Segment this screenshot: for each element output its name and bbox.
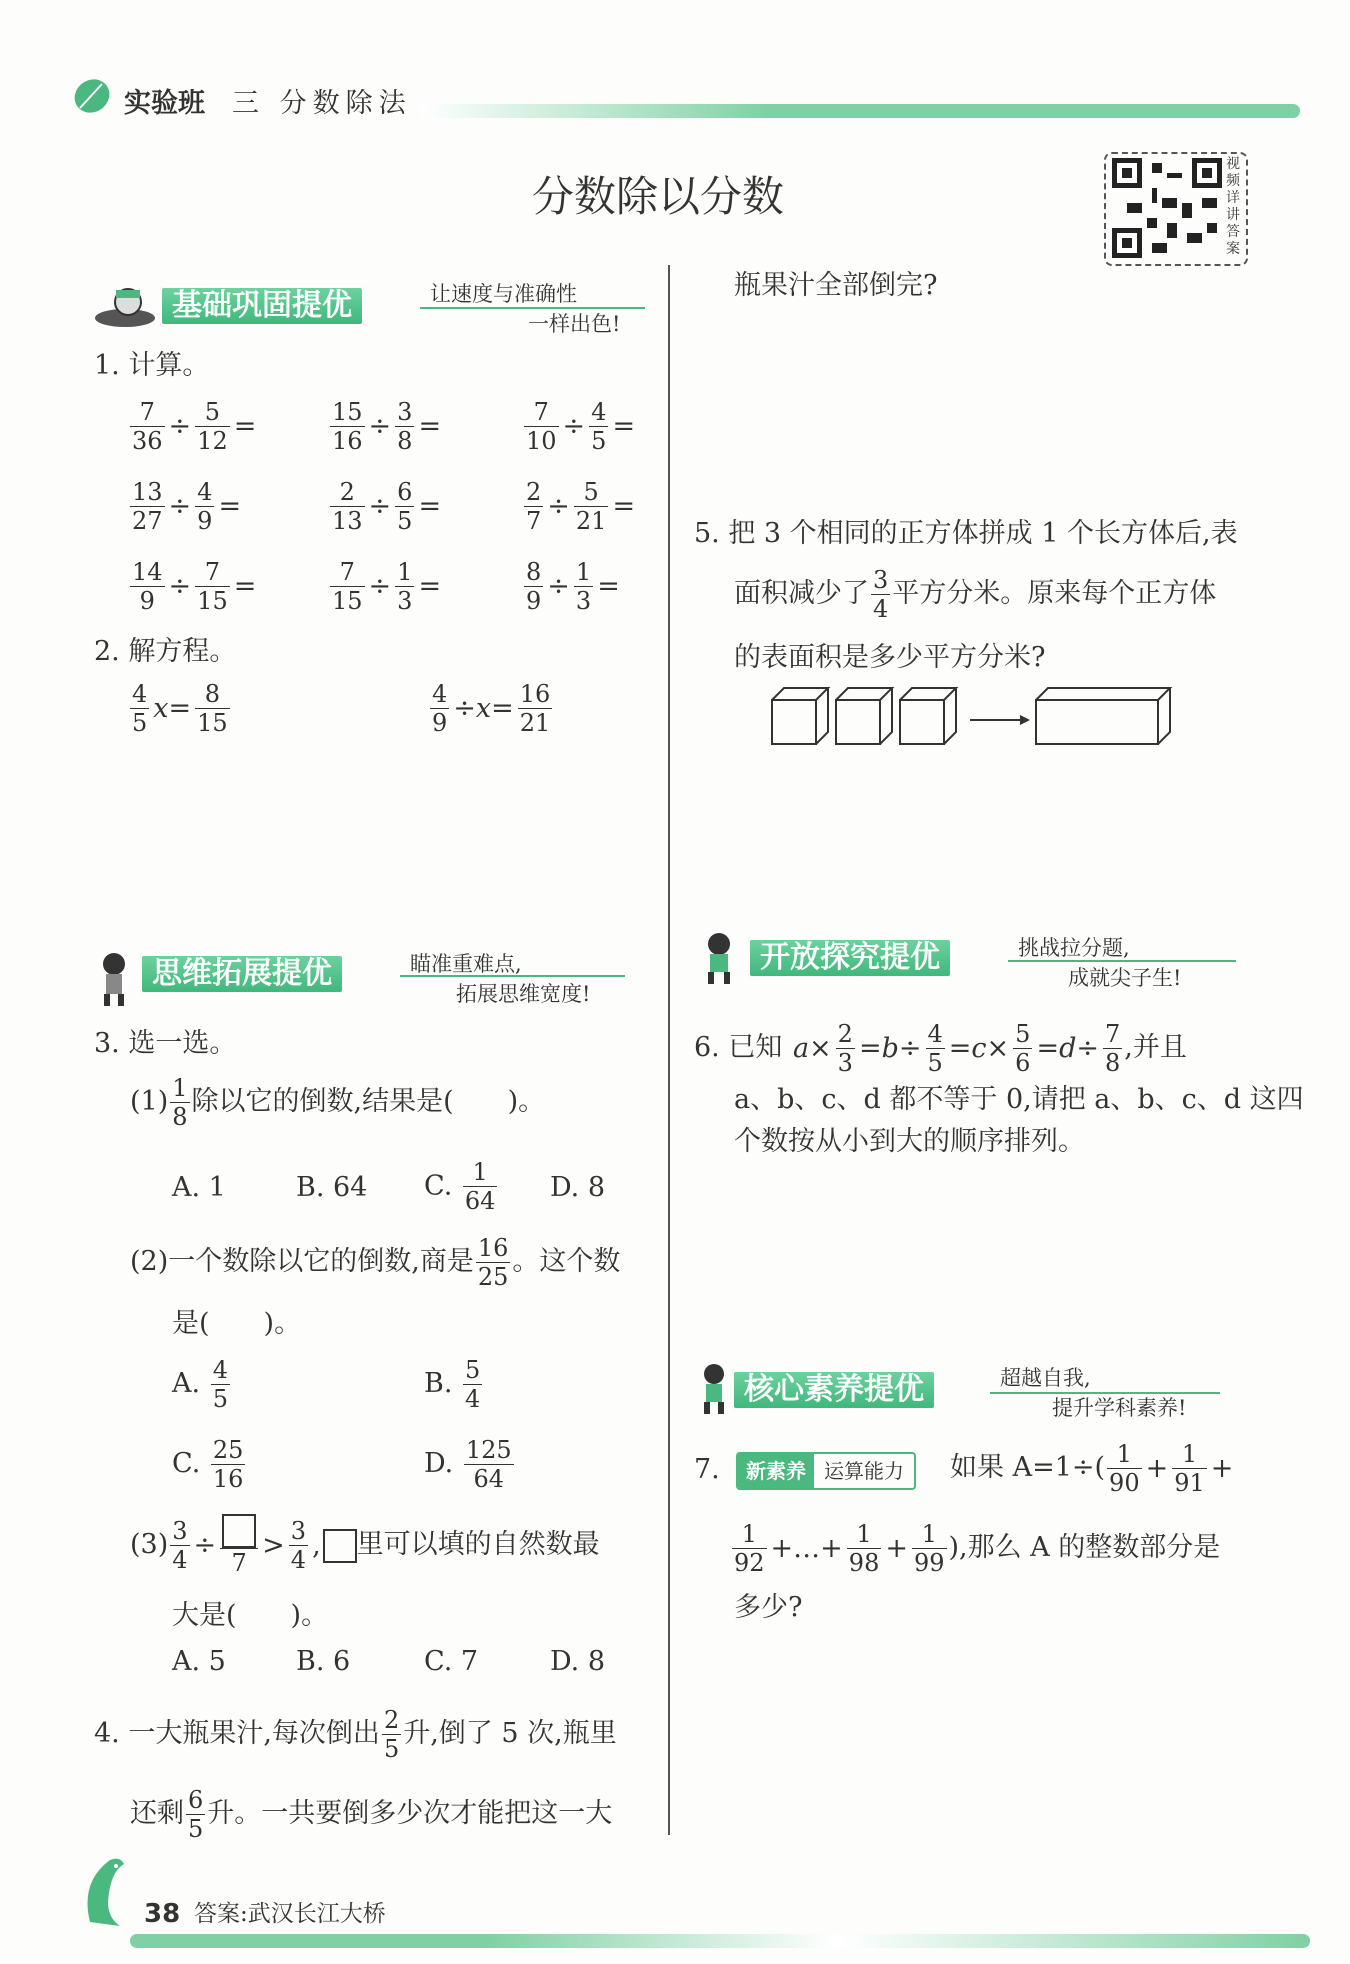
q5-line3: 的表面积是多少平方分米? [734, 642, 1046, 673]
q7-line3: 多少? [734, 1592, 803, 1623]
section-banner-thinking: 思维拓展提优 [140, 954, 344, 994]
girl-mascot-icon [92, 950, 136, 1006]
q3-p2-opt-b[interactable]: B. $\frac{5}{4}$ [424, 1356, 481, 1413]
q1-expression: $\frac{7}{10}$ ÷ $\frac{4}{5}$ = [526, 398, 636, 455]
q3-p1-opt-a[interactable]: A. 1 [172, 1172, 226, 1203]
q1-label: 1. 计算。 [94, 350, 210, 381]
q1-expression: $\frac{15}{16}$ ÷ $\frac{3}{8}$ = [332, 398, 442, 455]
section-banner-open: 开放探究提优 [748, 938, 952, 978]
q3-label: 3. 选一选。 [94, 1028, 237, 1059]
cubes-diagram [770, 686, 1180, 746]
q3-p3-opt-a[interactable]: A. 5 [172, 1646, 226, 1677]
slogan-thinking-2: 拓展思维宽度! [456, 982, 591, 1006]
q5-line2: 面积减少了 $\frac{3}{4}$ 平方分米。原来每个正方体 [734, 566, 1217, 623]
q4-line2: 还剩 $\frac{6}{5}$ 升。一共要倒多少次才能把这一大 [130, 1786, 613, 1843]
q1-expression: $\frac{7}{36}$ ÷ $\frac{5}{12}$ = [132, 398, 257, 455]
runner-mascot-icon [694, 1362, 734, 1414]
slogan-open-1: 挑战拉分题, [1018, 936, 1130, 960]
q3-p1-opt-d[interactable]: D. 8 [550, 1172, 606, 1203]
q1-expression: $\frac{8}{9}$ ÷ $\frac{1}{3}$ = [526, 558, 620, 615]
slogan-basic-1: 让速度与准确性 [430, 282, 577, 306]
header-chapter: 三 分数除法 [232, 88, 412, 119]
slogan-basic-2: 一样出色! [528, 312, 621, 336]
q1-expression: $\frac{14}{9}$ ÷ $\frac{7}{15}$ = [132, 558, 257, 615]
section-banner-basic: 基础巩固提优 [160, 286, 364, 326]
q6-line3: 个数按从小到大的顺序排列。 [734, 1126, 1085, 1157]
q2-equation-1: $\frac{4}{5}$ x= $\frac{8}{15}$ [132, 680, 228, 737]
q3-p2-opt-a[interactable]: A. $\frac{4}{5}$ [172, 1356, 228, 1413]
q6-line2: a、b、c、d 都不等于 0,请把 a、b、c、d 这四 [734, 1084, 1304, 1115]
boy-mascot-icon [694, 930, 744, 984]
leaf-logo-icon [72, 76, 112, 116]
section-banner-core: 核心素养提优 [732, 1370, 936, 1410]
q3-p1-opt-b[interactable]: B. 64 [296, 1172, 368, 1203]
q7-line2: $\frac{1}{92}$ +…+ $\frac{1}{98}$ + $\frac{1}{99}$ ),那么 A 的整数部分是 [734, 1520, 1221, 1577]
blank-box[interactable] [323, 1529, 357, 1563]
q2-label: 2. 解方程。 [94, 636, 237, 667]
footer-rule [130, 1934, 1310, 1948]
q7-tag-primary: 新素养 [738, 1454, 814, 1488]
slogan-open-2: 成就尖子生! [1068, 966, 1182, 990]
q2-equation-2: $\frac{4}{9}$ ÷x= $\frac{16}{21}$ [432, 680, 551, 737]
q1-expression: $\frac{2}{7}$ ÷ $\frac{5}{21}$ = [526, 478, 636, 535]
q7-number: 7. [694, 1454, 720, 1485]
q5-line1: 5. 把 3 个相同的正方体拼成 1 个长方体后,表 [694, 518, 1238, 549]
q4-line3: 瓶果汁全部倒完? [734, 270, 938, 301]
q7-tag [736, 1452, 916, 1490]
q1-expression: $\frac{13}{27}$ ÷ $\frac{4}{9}$ = [132, 478, 242, 535]
pilot-mascot-icon [92, 284, 158, 330]
header-rule [420, 104, 1300, 118]
slogan-core-1: 超越自我, [1000, 1366, 1091, 1390]
q1-expression: $\frac{7}{15}$ ÷ $\frac{1}{3}$ = [332, 558, 442, 615]
q6-line1: 6. 已知 a× $\frac{2}{3}$ =b÷ $\frac{4}{5}$ =c× $\frac{5}{6}$ =d÷ $\frac{7}{8}$ ,并且 [694, 1020, 1187, 1077]
q4-line1: 4. 一大瓶果汁,每次倒出 $\frac{2}{5}$ 升,倒了 5 次,瓶里 [94, 1706, 617, 1763]
qr-code[interactable] [1104, 152, 1248, 266]
page-title: 分数除以分数 [532, 172, 785, 221]
q1-expression: $\frac{2}{13}$ ÷ $\frac{6}{5}$ = [332, 478, 442, 535]
page-number: 38 [144, 1899, 181, 1929]
footer-answer: 答案:武汉长江大桥 [194, 1901, 386, 1927]
dolphin-icon [80, 1852, 140, 1932]
q3-part2: (2)一个数除以它的倒数,商是 $\frac{16}{25}$ 。这个数 [130, 1234, 621, 1291]
q3-part3-line2: 大是( )。 [172, 1600, 329, 1631]
qr-label: 视频详讲答案 [1226, 156, 1240, 257]
q3-part1: (1) $\frac{1}{8}$ 除以它的倒数,结果是( )。 [130, 1074, 546, 1131]
q3-p3-opt-c[interactable]: C. 7 [424, 1646, 479, 1677]
blank-box[interactable] [222, 1514, 256, 1548]
q3-p3-opt-b[interactable]: B. 6 [296, 1646, 351, 1677]
header-series: 实验班 [124, 88, 205, 119]
q7-tag-secondary: 运算能力 [824, 1459, 904, 1483]
q3-p3-opt-d[interactable]: D. 8 [550, 1646, 606, 1677]
q3-part2-line2: 是( )。 [172, 1308, 302, 1339]
q3-p1-opt-c[interactable]: C. $\frac{1}{64}$ [424, 1158, 496, 1215]
q3-p2-opt-c[interactable]: C. $\frac{25}{16}$ [172, 1436, 244, 1493]
slogan-thinking-1: 瞄准重难点, [410, 952, 522, 976]
q3-p2-opt-d[interactable]: D. $\frac{125}{64}$ [424, 1436, 512, 1493]
column-divider [668, 265, 670, 1835]
q7-line1: 如果 A=1÷( $\frac{1}{90}$ + $\frac{1}{91}$ + [950, 1440, 1234, 1497]
slogan-core-2: 提升学科素养! [1052, 1396, 1187, 1420]
q3-part3: (3) $\frac{3}{4}$ ÷ 7 > $\frac{3}{4}$ , 里可以填的自然数最 [130, 1514, 600, 1577]
